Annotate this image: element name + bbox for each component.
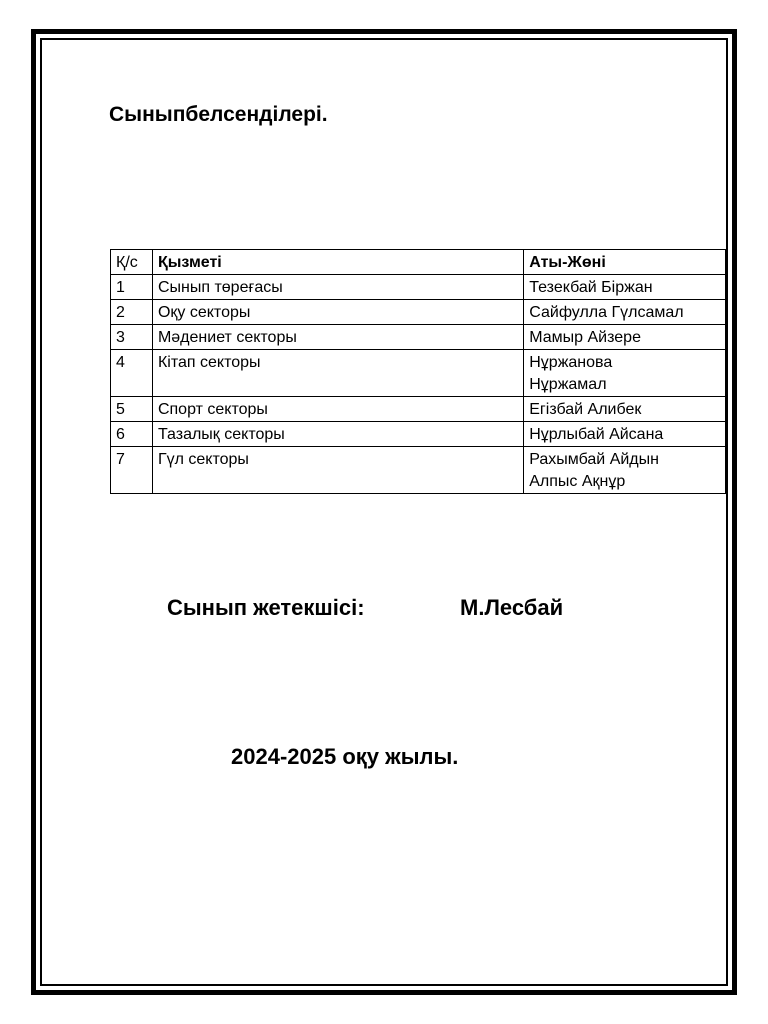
row-role: Оқу секторы bbox=[152, 300, 523, 325]
row-number: 2 bbox=[111, 300, 153, 325]
class-teacher-label: Сынып жетекшісі: bbox=[167, 595, 365, 620]
class-teacher-name: М.Лесбай bbox=[460, 595, 564, 620]
header-role: Қызметі bbox=[152, 250, 523, 275]
table-header-row bbox=[111, 250, 726, 275]
row-name bbox=[524, 275, 726, 300]
row-number: 7 bbox=[111, 447, 153, 494]
table-row bbox=[111, 447, 726, 494]
row-number: 3 bbox=[111, 325, 153, 350]
school-year: 2024-2025 оқу жылы. bbox=[231, 744, 459, 769]
table-row bbox=[111, 422, 726, 447]
name-line: Мамыр Айзере bbox=[529, 329, 641, 346]
row-role: Кітап секторы bbox=[152, 350, 523, 397]
row-role: Спорт секторы bbox=[152, 397, 523, 422]
row-name bbox=[524, 350, 726, 397]
name-line: Тезекбай Біржан bbox=[529, 279, 653, 296]
page-border-inner bbox=[40, 38, 728, 986]
table-row bbox=[111, 325, 726, 350]
row-name bbox=[524, 397, 726, 422]
row-role: Тазалық секторы bbox=[152, 422, 523, 447]
name-line: Егізбай Алибек bbox=[529, 401, 642, 418]
table-row bbox=[111, 300, 726, 325]
name-line: Нұржанова bbox=[529, 354, 613, 371]
row-name bbox=[524, 422, 726, 447]
row-name bbox=[524, 325, 726, 350]
table-row bbox=[111, 350, 726, 397]
row-number: 4 bbox=[111, 350, 153, 397]
header-full-name: Аты-Жөні bbox=[524, 250, 726, 275]
row-number: 1 bbox=[111, 275, 153, 300]
table-row bbox=[111, 275, 726, 300]
class-activists-table bbox=[110, 249, 726, 494]
name-line: Нұржамал bbox=[529, 376, 607, 393]
row-name bbox=[524, 447, 726, 494]
header-number: Қ/с bbox=[111, 250, 153, 275]
name-line: Рахымбай Айдын bbox=[529, 451, 659, 468]
row-role: Мәдениет секторы bbox=[152, 325, 523, 350]
row-role: Гүл секторы bbox=[152, 447, 523, 494]
table-row bbox=[111, 397, 726, 422]
row-number: 5 bbox=[111, 397, 153, 422]
name-line: Алпыс Ақнұр bbox=[529, 473, 626, 490]
document-title: Сыныпбелсенділері. bbox=[109, 103, 328, 126]
row-name bbox=[524, 300, 726, 325]
name-line: Нұрлыбай Айсана bbox=[529, 426, 664, 443]
name-line: Сайфулла Гүлсамал bbox=[529, 304, 684, 321]
row-role: Сынып төреғасы bbox=[152, 275, 523, 300]
row-number: 6 bbox=[111, 422, 153, 447]
